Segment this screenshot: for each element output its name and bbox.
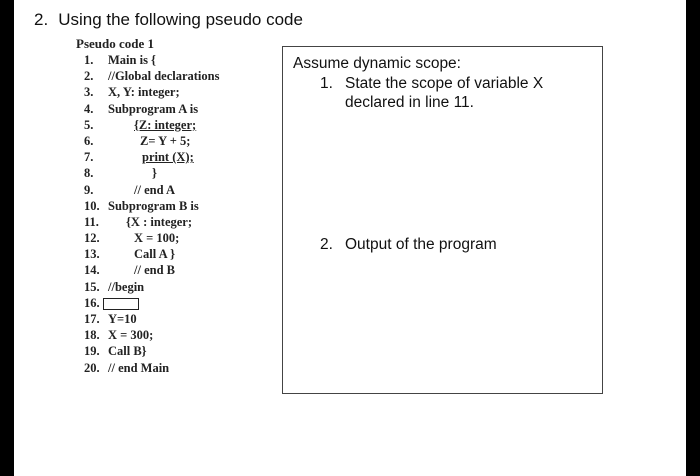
- line-number: 5.: [84, 117, 94, 132]
- assumption-text: Assume dynamic scope:: [293, 55, 461, 72]
- line-number: 16.: [84, 295, 100, 310]
- code-text: // end Main: [108, 360, 170, 375]
- code-line-1: [76, 52, 154, 68]
- line-number: 19.: [84, 344, 100, 359]
- line-number: 15.: [84, 279, 100, 294]
- code-line-12: [76, 230, 180, 246]
- code-text: Main is {: [108, 53, 156, 67]
- code-line-15: [76, 279, 154, 295]
- line-number: 20.: [84, 360, 100, 375]
- code-line-20: [76, 360, 170, 376]
- code-text: // end A: [134, 182, 175, 197]
- line-number: 1.: [84, 53, 94, 67]
- code-text: X, Y: integer;: [108, 85, 180, 100]
- code-text: Subprogram A is: [108, 101, 199, 116]
- code-text: Call A }: [134, 247, 176, 262]
- code-text: Z= Y + 5;: [140, 133, 191, 148]
- code-text: print (X);: [142, 150, 194, 165]
- code-text: X = 100;: [134, 231, 180, 246]
- line-number: 11.: [84, 214, 99, 229]
- line-number: 14.: [84, 263, 100, 278]
- code-line-17: [76, 311, 154, 327]
- code-line-5: [76, 117, 197, 133]
- line-number: 9.: [84, 182, 94, 197]
- line-number: 12.: [84, 231, 100, 246]
- code-line-7: [76, 149, 194, 165]
- item-text-line-2: declared in line 11.: [345, 94, 474, 111]
- line-number: 17.: [84, 312, 100, 326]
- line-number: 4.: [84, 101, 94, 116]
- item-text-line-1: Output of the program: [345, 236, 497, 253]
- line-number: 2.: [84, 69, 94, 84]
- code-line-19: [76, 343, 154, 359]
- line-number: 7.: [84, 150, 94, 165]
- item-number: 2.: [320, 236, 333, 253]
- line-number: 8.: [84, 166, 94, 181]
- code-line-6: [76, 133, 191, 149]
- blank-answer-box: [103, 298, 139, 310]
- line-number: 10.: [84, 198, 100, 213]
- question-text: Using the following pseudo code: [58, 10, 303, 29]
- item-number: 1.: [320, 75, 333, 92]
- code-text: Y=10: [108, 312, 137, 326]
- code-line-14: [76, 262, 175, 278]
- item-text-line-1: State the scope of variable X: [345, 75, 544, 92]
- code-line-18: [76, 327, 154, 343]
- code-line-3: [76, 84, 180, 100]
- code-text: {Z: integer;: [134, 117, 197, 132]
- code-text: }: [152, 166, 157, 181]
- code-text: // end B: [134, 263, 175, 278]
- worksheet: [14, 0, 686, 476]
- line-number: 6.: [84, 133, 94, 148]
- code-line-10: [76, 198, 199, 214]
- line-number: 3.: [84, 85, 94, 100]
- code-line-4: [76, 101, 199, 117]
- question-number: 2.: [34, 10, 49, 29]
- code-text: {X : integer;: [126, 214, 193, 229]
- code-line-13: [76, 246, 176, 262]
- code-text: //Global declarations: [108, 69, 220, 84]
- line-number: 18.: [84, 328, 100, 343]
- line-number: 13.: [84, 247, 100, 262]
- code-title: Pseudo code 1: [76, 36, 154, 51]
- code-line-9: [76, 182, 175, 198]
- pseudo-code-listing: [76, 36, 220, 376]
- code-line-8: [76, 165, 157, 181]
- code-text: //begin: [108, 279, 145, 294]
- code-line-16: [76, 295, 154, 311]
- code-line-2: [76, 68, 220, 84]
- code-text: Subprogram B is: [108, 198, 199, 213]
- code-text: X = 300;: [108, 328, 154, 343]
- code-line-11: [76, 214, 193, 230]
- answer-box: [282, 46, 603, 394]
- question-heading: [34, 10, 303, 30]
- code-text: Call B}: [108, 344, 147, 359]
